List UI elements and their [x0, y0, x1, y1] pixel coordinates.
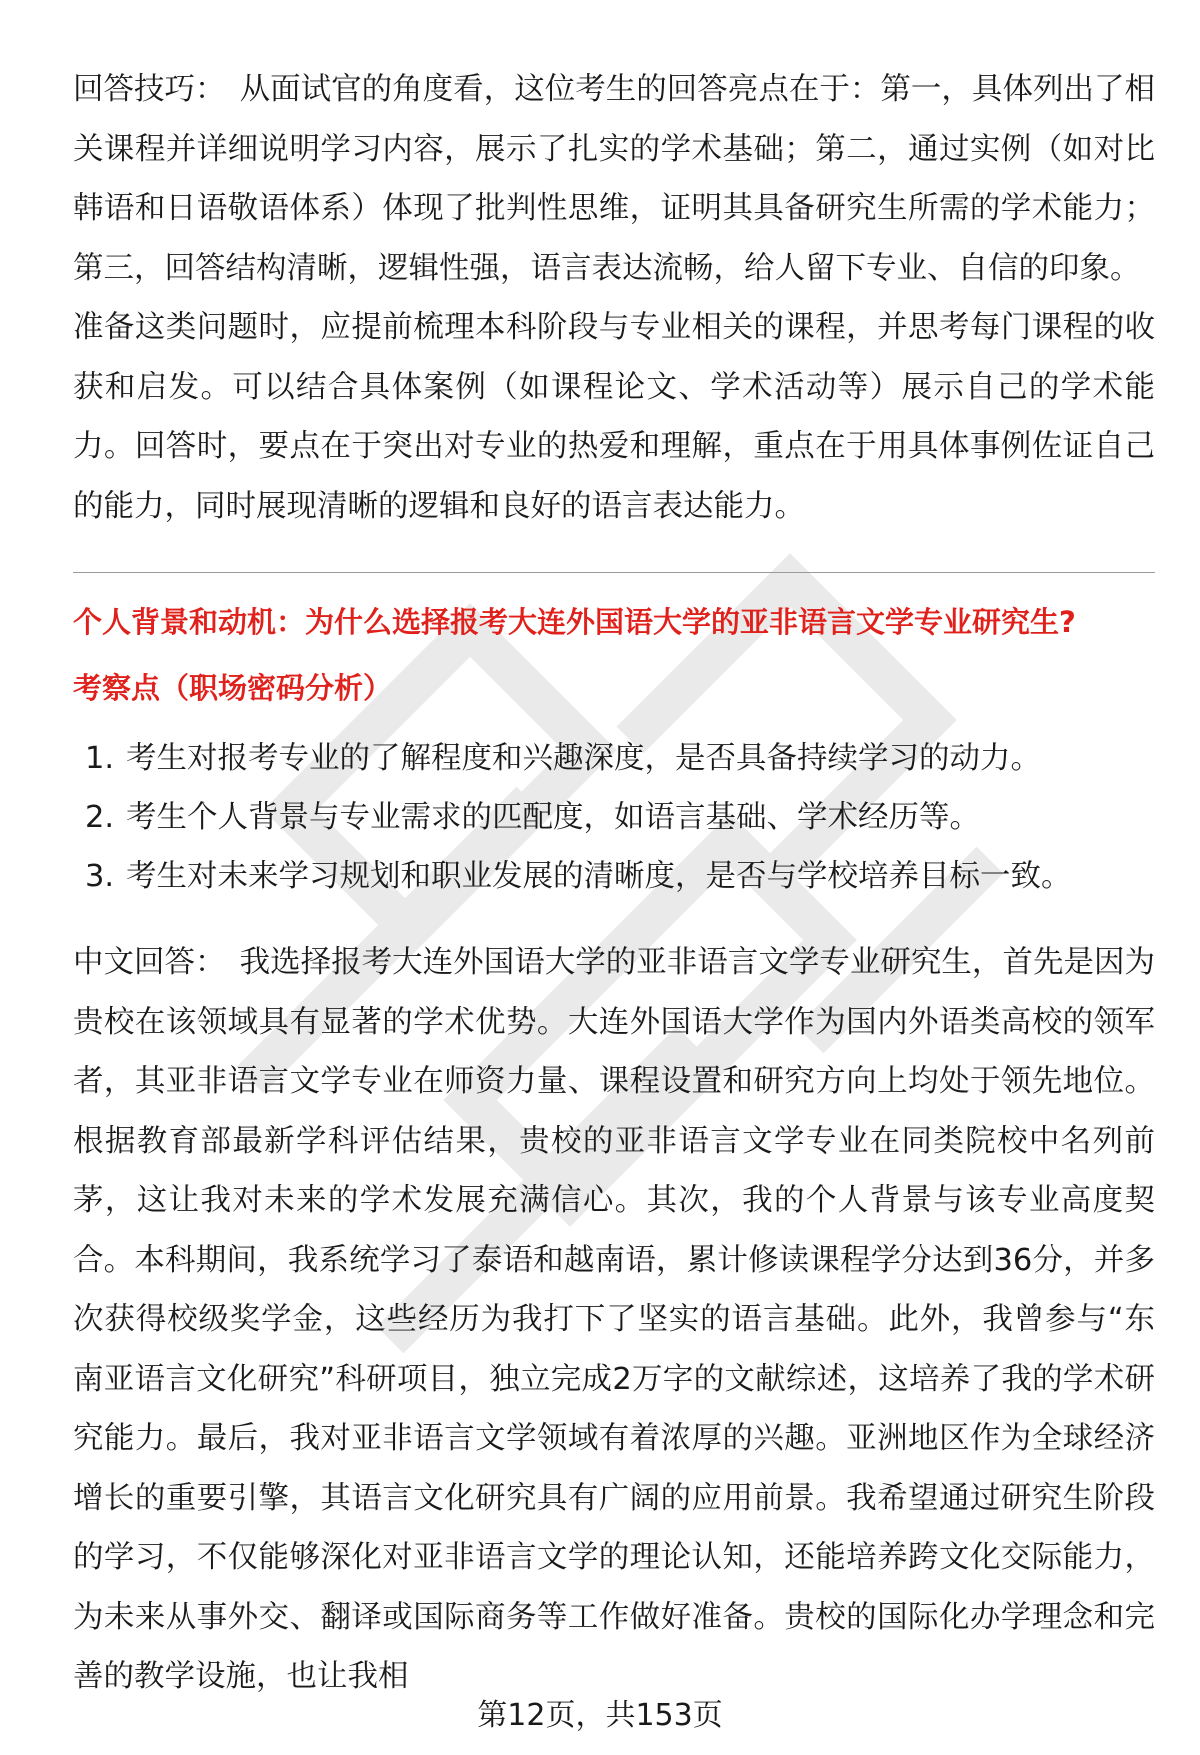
- answer-tips-label: 回答技巧：: [73, 72, 226, 107]
- chinese-answer-paragraph: [73, 933, 1155, 1707]
- answer-tips-text: 从面试官的角度看，这位考生的回答亮点在于：第一，具体列出了相关课程并详细说明学习内容，展示了扎实的学术基础；第二，通过实例（如对比韩语和日语敬语体系）体现了批判性思维，证明其具备研究生所需的学术能力；第三，回答结构清晰，逻辑性强，语言表达流畅，给人留下专业、自信的印象。: [73, 72, 1156, 286]
- section-divider: [73, 572, 1155, 573]
- preparation-advice-paragraph: 准备这类问题时，应提前梳理本科阶段与专业相关的课程，并思考每门课程的收获和启发。可以结合具体案例（如课程论文、学术活动等）展示自己的学术能力。回答时，要点在于突出对专业的热爱和理解，重点在于用具体事例佐证自己的能力，同时展现清晰的逻辑和良好的语言表达能力。: [73, 310, 1155, 524]
- main-content: [73, 60, 1155, 1707]
- list-item: [73, 729, 1155, 788]
- list-item: [73, 847, 1155, 906]
- question-title: 个人背景和动机：为什么选择报考大连外国语大学的亚非语言文学专业研究生?: [73, 605, 1076, 639]
- list-item-text: 考生对未来学习规划和职业发展的清晰度，是否与学校培养目标一致。: [126, 859, 1072, 894]
- list-item-text: 考生个人背景与专业需求的匹配度，如语言基础、学术经历等。: [126, 800, 980, 835]
- list-item-text: 考生对报考专业的了解程度和兴趣深度，是否具备持续学习的动力。: [126, 741, 1041, 776]
- list-item-number: 1.: [85, 741, 115, 776]
- answer-tips-paragraph: [73, 60, 1155, 298]
- page-number-footer: 第12页，共153页: [477, 1698, 723, 1733]
- list-item-number: 3.: [85, 859, 115, 894]
- list-item-number: 2.: [85, 800, 115, 835]
- assessment-points-heading: 考察点（职场密码分析）: [73, 671, 393, 705]
- chinese-answer-label: 中文回答：: [73, 945, 226, 980]
- chinese-answer-text: 我选择报考大连外国语大学的亚非语言文学专业研究生，首先是因为贵校在该领域具有显著的学术优势。大连外国语大学作为国内外语类高校的领军者，其亚非语言文学专业在师资力量、课程设置和研究方向上均处于领先地位。根据教育部最新学科评估结果，贵校的亚非语言文学专业在同类院校中名列前茅，这让我对未来的学术发展充满信心。其次，我的个人背景与该专业高度契合。本科期间，我系统学习了泰语和越南语，累计修读课程学分达到36分，并多次获得校级奖学金，这些经历为我打下了坚实的语言基础。此外，我曾参与“东南亚语言文化研究”科研项目，独立完成2万字的文献综述，这培养了我的学术研究能力。最后，我对亚非语言文学领域有着浓厚的兴趣。亚洲地区作为全球经济增长的重要引擎，其语言文化研究具有广阔的应用前景。我希望通过研究生阶段的学习，不仅能够深化对亚非语言文学的理论认知，还能培养跨文化交际能力，为未来从事外交、翻译或国际商务等工作做好准备。贵校的国际化办学理念和完善的教学设施，也让我相: [73, 945, 1156, 1694]
- list-item: [73, 788, 1155, 847]
- assessment-points-list: [73, 729, 1155, 906]
